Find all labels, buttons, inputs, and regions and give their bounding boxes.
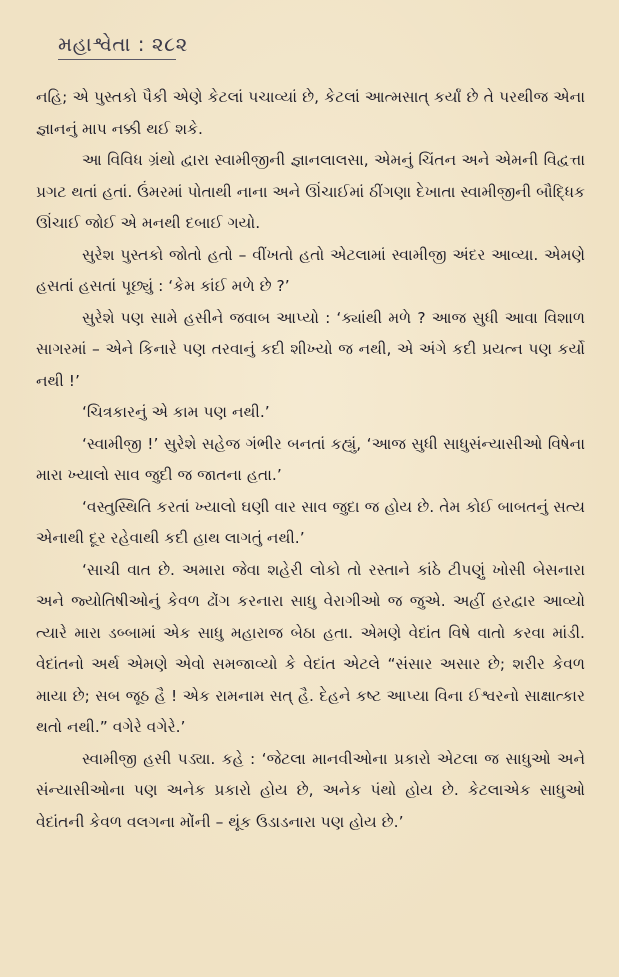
paragraph: નહિ; એ પુસ્તકો પૈકી એણે કેટલાં પચાવ્યાં છે, કેટલાં આત્મસાત્ કર્યાં છે તે પરથીજ એના જ્ઞાનનું માપ નક્કી થઈ શકે. (36, 88, 585, 138)
header-underline (58, 59, 176, 60)
paragraph: સ્વામીજી હસી પડ્યા. કહે : ‘જેટલા માનવીઓના પ્રકારો એટલા જ સાધુઓ અને સંન્યાસીઓના પણ અનેક પ્રકારો હોય છે, અનેક પંથો હોય છે. કેટલાએક સાધુઓ વેદાંતની કેવળ વલગના મોંની – થૂંક ઉડાડનારા પણ હોય છે.’ (36, 749, 585, 831)
paragraph: ‘સ્વામીજી !’ સુરેશે સહેજ ગંભીર બનતાં કહ્યું, ‘આજ સુધી સાધુસંન્યાસીઓ વિષેના મારા ખ્યાલો સાવ જુદી જ જાતના હતા.’ (36, 434, 585, 484)
paragraph: સુરેશ પુસ્તકો જોતો હતો – વીંખતો હતો એટલામાં સ્વામીજી અંદર આવ્યા. એમણે હસતાં હસતાં પૂછ્યું : ‘કેમ કાંઈ મળે છે ?’ (36, 245, 585, 295)
paragraph: આ વિવિધ ગ્રંથો દ્વારા સ્વામીજીની જ્ઞાનલાલસા, એમનું ચિંતન અને એમની વિદ્વત્તા પ્રગટ થતાં હતાં. ઉંમરમાં પોતાથી નાના અને ઊંચાઈમાં ઠીંગણા દેખાતા સ્વામીજીની બૌદ્ધિક ઊંચાઈ જોઈ એ મનથી દબાઈ ગયો. (36, 151, 585, 232)
page-body (36, 82, 585, 838)
paragraph: ‘ચિત્રકારનું એ કામ પણ નથી.’ (82, 403, 270, 421)
running-header: મહાશ્વેતા : ૨૮૨ (58, 32, 188, 56)
paragraph: ‘વસ્તુસ્થિતિ કરતાં ખ્યાલો ઘણી વાર સાવ જુદા જ હોય છે. તેમ કોઈ બાબતનું સત્ય એનાથી દૂર રહેવાથી કદી હાથ લાગતું નથી.’ (36, 497, 585, 547)
paragraph: સુરેશે પણ સામે હસીને જવાબ આપ્યો : ‘ક્યાંથી મળે ? આજ સુધી આવા વિશાળ સાગરમાં – એને કિનારે પણ તરવાનું કદી શીખ્યો જ નથી, એ અંગે કદી પ્રયત્ન પણ કર્યો નથી !’ (36, 308, 585, 390)
paragraph: ‘સાચી વાત છે. અમારા જેવા શહેરી લોકો તો રસ્તાને કાંઠે ટીપણું ખોસી બેસનારા અને જ્યોતિષીઓનું કેવળ ઢોંગ કરનારા સાધુ વેરાગીઓ જ જુએ. અહીં હરદ્વાર આવ્યો ત્યારે મારા ડબ્બામાં એક સાધુ મહારાજ બેઠા હતા. એમણે વેદાંત વિષે વાતો કરવા માંડી. વેદાંતનો અર્થ એમણે એવો સમજાવ્યો કે વેદાંત એટલે “સંસાર અસાર છે; શરીર કેવળ માયા છે; સબ જૂઠ હૈ ! એક રામનામ સત્ હૈ. દેહને કષ્ટ આપ્યા વિના ઈશ્વરનો સાક્ષાત્કાર થતો નથી.” વગેરે વગેરે.’ (36, 560, 585, 736)
